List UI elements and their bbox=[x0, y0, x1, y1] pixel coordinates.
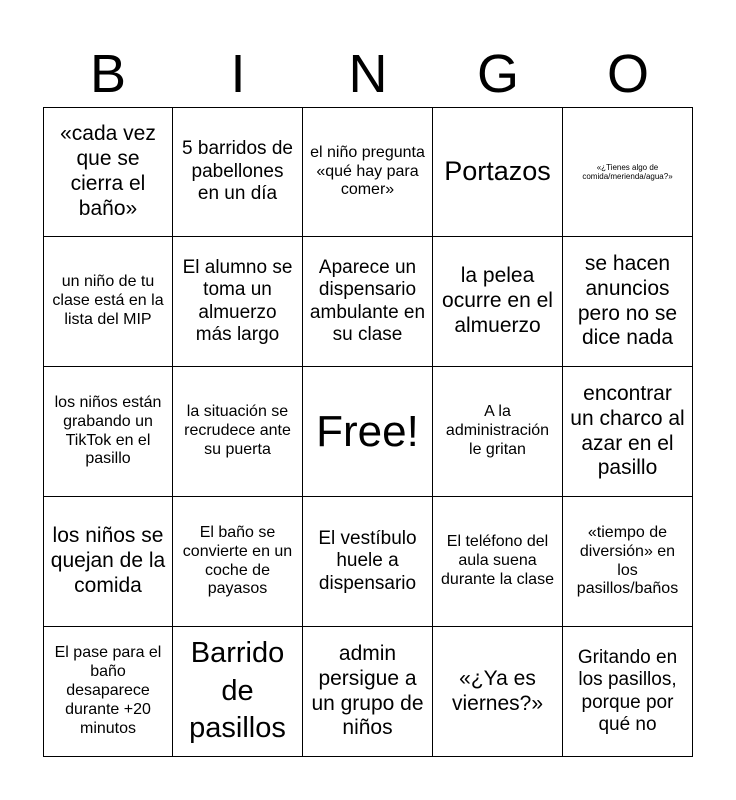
bingo-cell[interactable]: 5 barridos de pabellones en un día bbox=[173, 107, 303, 237]
bingo-cell[interactable]: el niño pregunta «qué hay para comer» bbox=[303, 107, 433, 237]
bingo-cell[interactable]: «¿Ya es viernes?» bbox=[433, 627, 563, 757]
header-letter-n: N bbox=[348, 44, 388, 104]
bingo-cell[interactable]: la pelea ocurre en el almuerzo bbox=[433, 237, 563, 367]
bingo-cell[interactable]: Aparece un dispensario ambulante en su clase bbox=[303, 237, 433, 367]
bingo-cell[interactable]: los niños se quejan de la comida bbox=[43, 497, 173, 627]
bingo-cell[interactable]: un niño de tu clase está en la lista del MIP bbox=[43, 237, 173, 367]
header-letter-o: O bbox=[606, 44, 649, 104]
bingo-cell[interactable]: Gritando en los pasillos, porque por qué no bbox=[563, 627, 693, 757]
bingo-cell[interactable]: los niños están grabando un TikTok en el pasillo bbox=[43, 367, 173, 497]
bingo-cell[interactable]: encontrar un charco al azar en el pasillo bbox=[563, 367, 693, 497]
bingo-cell[interactable]: El alumno se toma un almuerzo más largo bbox=[173, 237, 303, 367]
bingo-cell[interactable]: El baño se convierte en un coche de payasos bbox=[173, 497, 303, 627]
bingo-cell[interactable]: El pase para el baño desaparece durante +20 minutos bbox=[43, 627, 173, 757]
bingo-header bbox=[43, 40, 693, 108]
bingo-cell[interactable]: El vestíbulo huele a dispensario bbox=[303, 497, 433, 627]
bingo-cell[interactable]: admin persigue a un grupo de niños bbox=[303, 627, 433, 757]
bingo-cell[interactable]: se hacen anuncios pero no se dice nada bbox=[563, 237, 693, 367]
bingo-cell[interactable]: «¿Tienes algo de comida/merienda/agua?» bbox=[563, 107, 693, 237]
header-letter-g: G bbox=[476, 44, 519, 104]
header-letter-b: B bbox=[89, 44, 127, 104]
bingo-grid bbox=[43, 107, 693, 757]
free-space-cell[interactable]: Free! bbox=[303, 367, 433, 497]
bingo-cell[interactable]: Barrido de pasillos bbox=[173, 627, 303, 757]
bingo-cell[interactable]: El teléfono del aula suena durante la clase bbox=[433, 497, 563, 627]
bingo-cell[interactable]: Portazos bbox=[433, 107, 563, 237]
bingo-cell[interactable]: A la administración le gritan bbox=[433, 367, 563, 497]
bingo-cell[interactable]: la situación se recrudece ante su puerta bbox=[173, 367, 303, 497]
bingo-cell[interactable]: «tiempo de diversión» en los pasillos/baños bbox=[563, 497, 693, 627]
bingo-cell[interactable]: «cada vez que se cierra el baño» bbox=[43, 107, 173, 237]
header-letter-i: I bbox=[230, 44, 246, 104]
